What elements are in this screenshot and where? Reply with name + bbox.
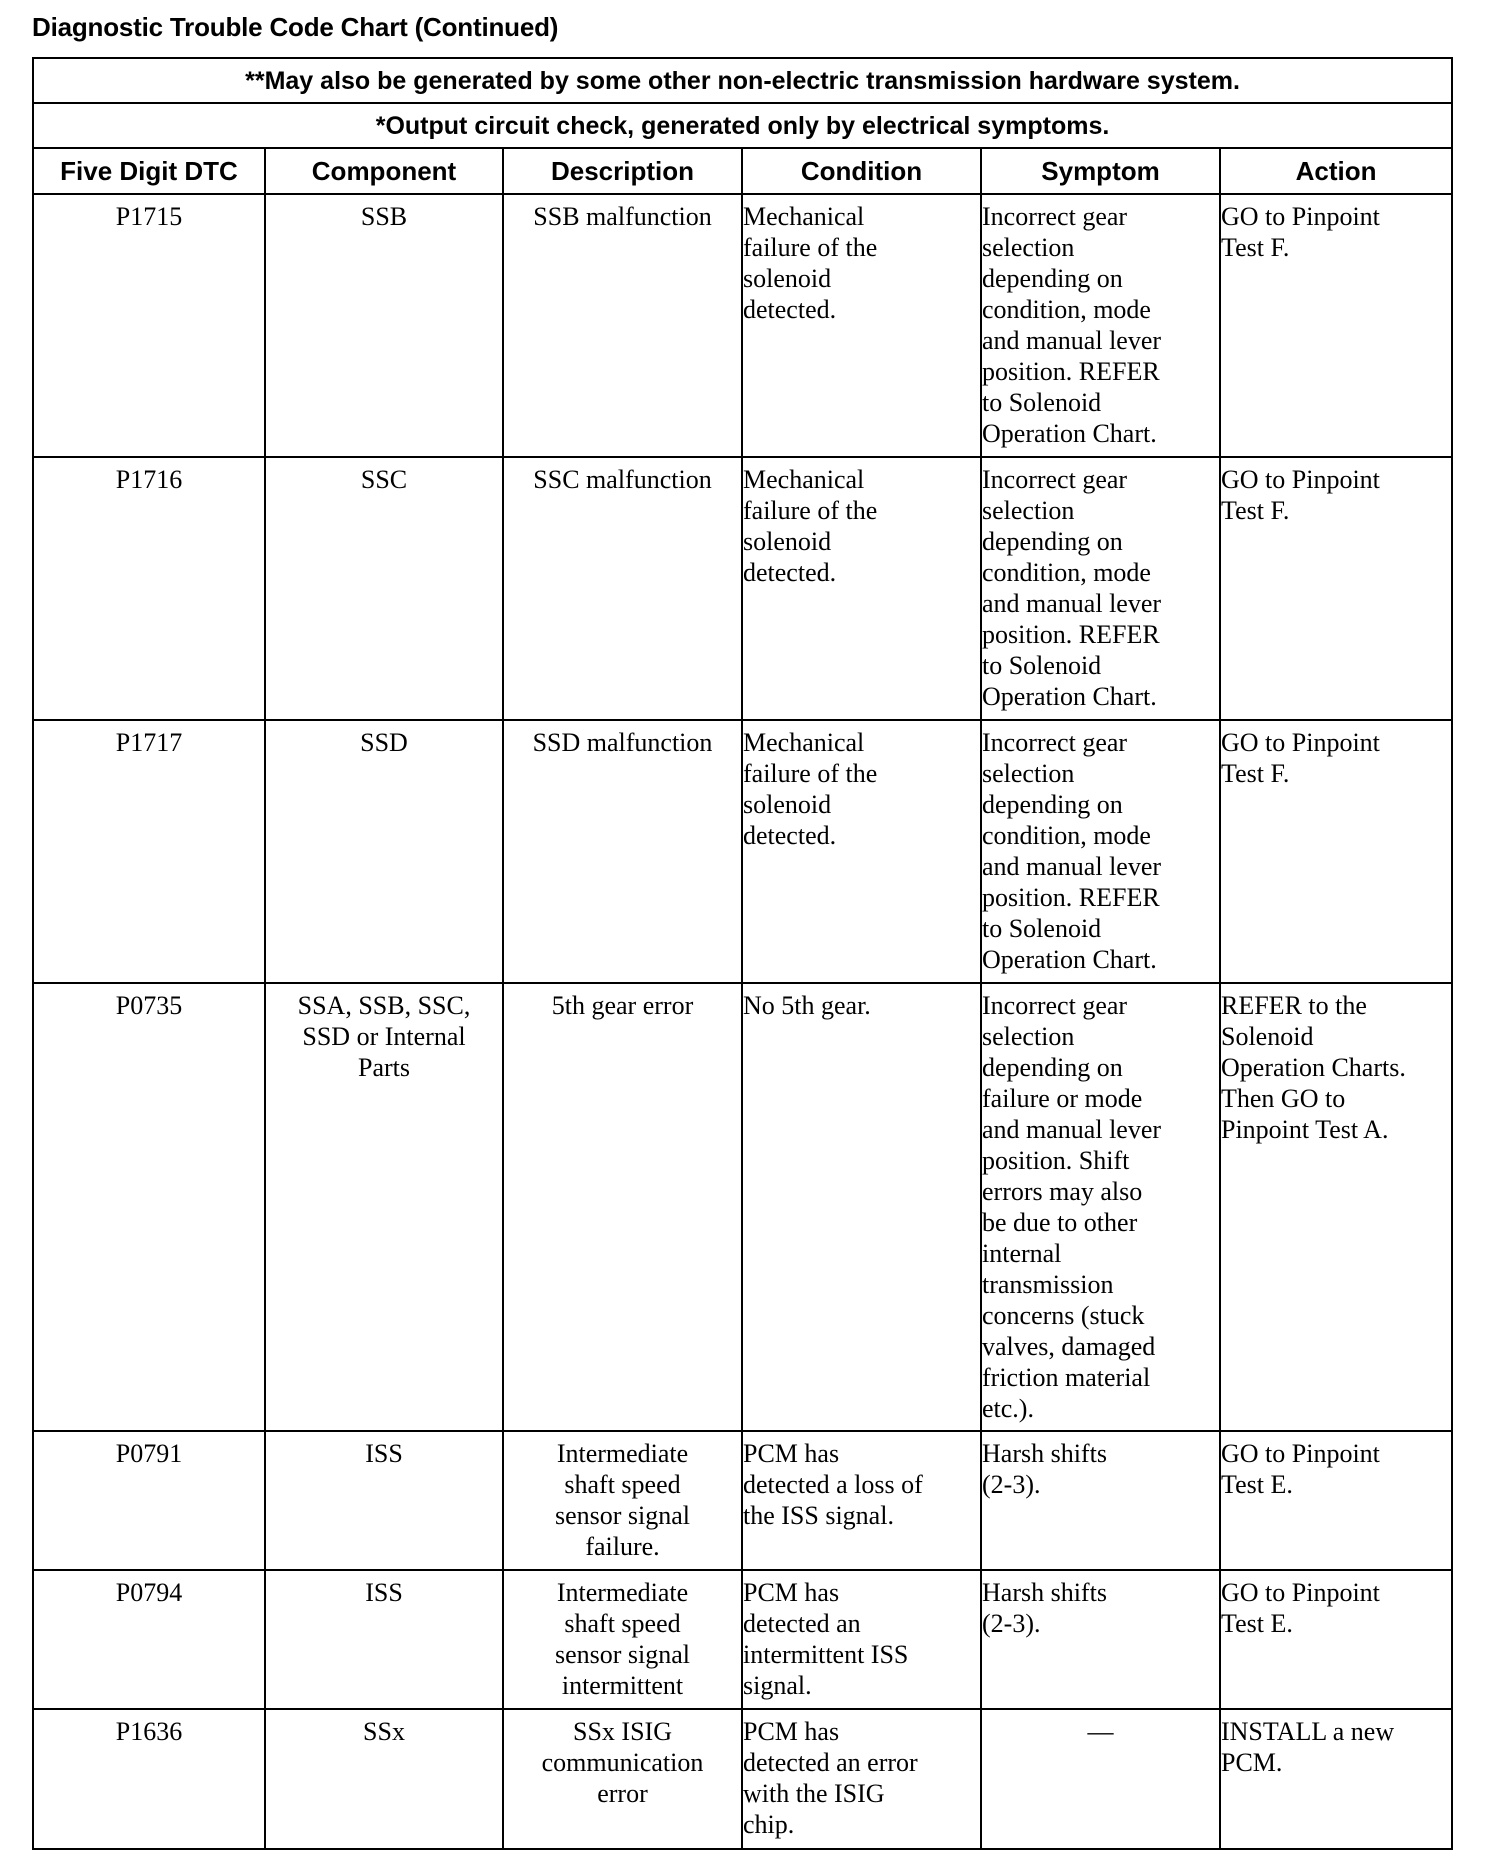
table-row — [33, 457, 1452, 720]
symptom-text: Harsh shifts (2-3). — [982, 1578, 1107, 1638]
description-cell — [503, 983, 742, 1431]
symptom-cell — [981, 983, 1220, 1431]
action-cell — [1220, 457, 1452, 720]
table-note-output-circuit: *Output circuit check, generated only by electrical symptoms. — [33, 103, 1452, 148]
description-text: Intermediate shaft speed sensor signal intermittent — [554, 1578, 691, 1700]
component-cell — [265, 1431, 503, 1570]
column-header-dtc: Five Digit DTC — [33, 148, 265, 194]
symptom-text: Incorrect gear selection depending on failure or mode and manual lever position. Shift errors may also be due to other internal transmission concerns (stuck valves, damaged friction material etc.). — [982, 991, 1162, 1423]
header-row — [33, 148, 1452, 194]
component-text: SSB — [360, 202, 408, 231]
dtc-code: P1636 — [115, 1717, 183, 1746]
symptom-cell — [981, 1570, 1220, 1709]
dtc-code: P1717 — [115, 728, 183, 757]
description-cell — [503, 1709, 742, 1849]
component-text: SSx — [363, 1717, 405, 1746]
component-text: ISS — [365, 1578, 403, 1607]
dtc-code: P1716 — [115, 465, 183, 494]
condition-cell — [742, 1709, 981, 1849]
action-cell — [1220, 1570, 1452, 1709]
description-text: SSB malfunction — [533, 202, 712, 231]
dtc-cell — [33, 983, 265, 1431]
dtc-code: P0735 — [115, 991, 183, 1020]
table-row — [33, 1431, 1452, 1570]
component-text: SSD — [360, 728, 408, 757]
symptom-cell — [981, 1709, 1220, 1849]
component-cell — [265, 457, 503, 720]
component-cell — [265, 1709, 503, 1849]
description-text: SSC malfunction — [533, 465, 712, 494]
component-text: SSA, SSB, SSC, SSD or Internal Parts — [297, 991, 471, 1082]
action-text: INSTALL a new PCM. — [1221, 1717, 1395, 1777]
action-text: GO to Pinpoint Test E. — [1221, 1578, 1380, 1638]
dtc-code: P0794 — [115, 1578, 183, 1607]
description-cell — [503, 1570, 742, 1709]
condition-cell — [742, 1570, 981, 1709]
symptom-cell — [981, 194, 1220, 457]
component-cell — [265, 194, 503, 457]
symptom-text: Incorrect gear selection depending on condition, mode and manual lever position. REFER to Solenoid Operation Chart. — [982, 202, 1162, 448]
condition-text: Mechanical failure of the solenoid detected. — [743, 202, 878, 324]
component-cell — [265, 720, 503, 983]
note-row — [33, 58, 1452, 103]
symptom-text: — — [1087, 1717, 1114, 1746]
description-cell — [503, 457, 742, 720]
condition-text: Mechanical failure of the solenoid detected. — [743, 728, 878, 850]
component-text: SSC — [360, 465, 408, 494]
table-row — [33, 720, 1452, 983]
action-cell — [1220, 720, 1452, 983]
column-header-action: Action — [1220, 148, 1452, 194]
action-cell — [1220, 194, 1452, 457]
action-text: GO to Pinpoint Test F. — [1221, 202, 1380, 262]
dtc-cell — [33, 457, 265, 720]
column-header-symptom: Symptom — [981, 148, 1220, 194]
column-header-condition: Condition — [742, 148, 981, 194]
dtc-code: P1715 — [115, 202, 183, 231]
dtc-cell — [33, 1709, 265, 1849]
table-row — [33, 1570, 1452, 1709]
condition-text: PCM has detected an intermittent ISS signal. — [743, 1578, 909, 1700]
description-cell — [503, 720, 742, 983]
dtc-cell — [33, 720, 265, 983]
action-cell — [1220, 1709, 1452, 1849]
component-cell — [265, 1570, 503, 1709]
symptom-text: Incorrect gear selection depending on condition, mode and manual lever position. REFER to Solenoid Operation Chart. — [982, 465, 1162, 711]
table-row — [33, 983, 1452, 1431]
page-title: Diagnostic Trouble Code Chart (Continued) — [32, 12, 559, 42]
condition-cell — [742, 194, 981, 457]
condition-text: No 5th gear. — [743, 991, 871, 1020]
condition-cell — [742, 983, 981, 1431]
condition-text: PCM has detected an error with the ISIG chip. — [743, 1717, 918, 1839]
symptom-text: Harsh shifts (2-3). — [982, 1439, 1107, 1499]
description-cell — [503, 1431, 742, 1570]
action-text: REFER to the Solenoid Operation Charts. Then GO to Pinpoint Test A. — [1221, 991, 1406, 1144]
description-text: Intermediate shaft speed sensor signal failure. — [554, 1439, 691, 1561]
symptom-text: Incorrect gear selection depending on condition, mode and manual lever position. REFER to Solenoid Operation Chart. — [982, 728, 1162, 974]
table-row — [33, 1709, 1452, 1849]
dtc-code: P0791 — [115, 1439, 183, 1468]
description-cell — [503, 194, 742, 457]
condition-text: Mechanical failure of the solenoid detected. — [743, 465, 878, 587]
component-text: ISS — [365, 1439, 403, 1468]
dtc-cell — [33, 1431, 265, 1570]
column-header-component: Component — [265, 148, 503, 194]
dtc-chart-table — [32, 57, 1453, 1850]
description-text: 5th gear error — [551, 991, 694, 1020]
note-row — [33, 103, 1452, 148]
table-note-hardware: **May also be generated by some other non-electric transmission hardware system. — [33, 58, 1452, 103]
action-text: GO to Pinpoint Test F. — [1221, 465, 1380, 525]
symptom-cell — [981, 457, 1220, 720]
action-cell — [1220, 983, 1452, 1431]
condition-cell — [742, 720, 981, 983]
action-cell — [1220, 1431, 1452, 1570]
column-header-description: Description — [503, 148, 742, 194]
condition-cell — [742, 457, 981, 720]
component-cell — [265, 983, 503, 1431]
action-text: GO to Pinpoint Test E. — [1221, 1439, 1380, 1499]
dtc-cell — [33, 194, 265, 457]
description-text: SSx ISIG communication error — [541, 1717, 704, 1808]
condition-text: PCM has detected a loss of the ISS signal. — [743, 1439, 923, 1530]
symptom-cell — [981, 1431, 1220, 1570]
symptom-cell — [981, 720, 1220, 983]
table-row — [33, 194, 1452, 457]
description-text: SSD malfunction — [532, 728, 713, 757]
action-text: GO to Pinpoint Test F. — [1221, 728, 1380, 788]
dtc-cell — [33, 1570, 265, 1709]
condition-cell — [742, 1431, 981, 1570]
